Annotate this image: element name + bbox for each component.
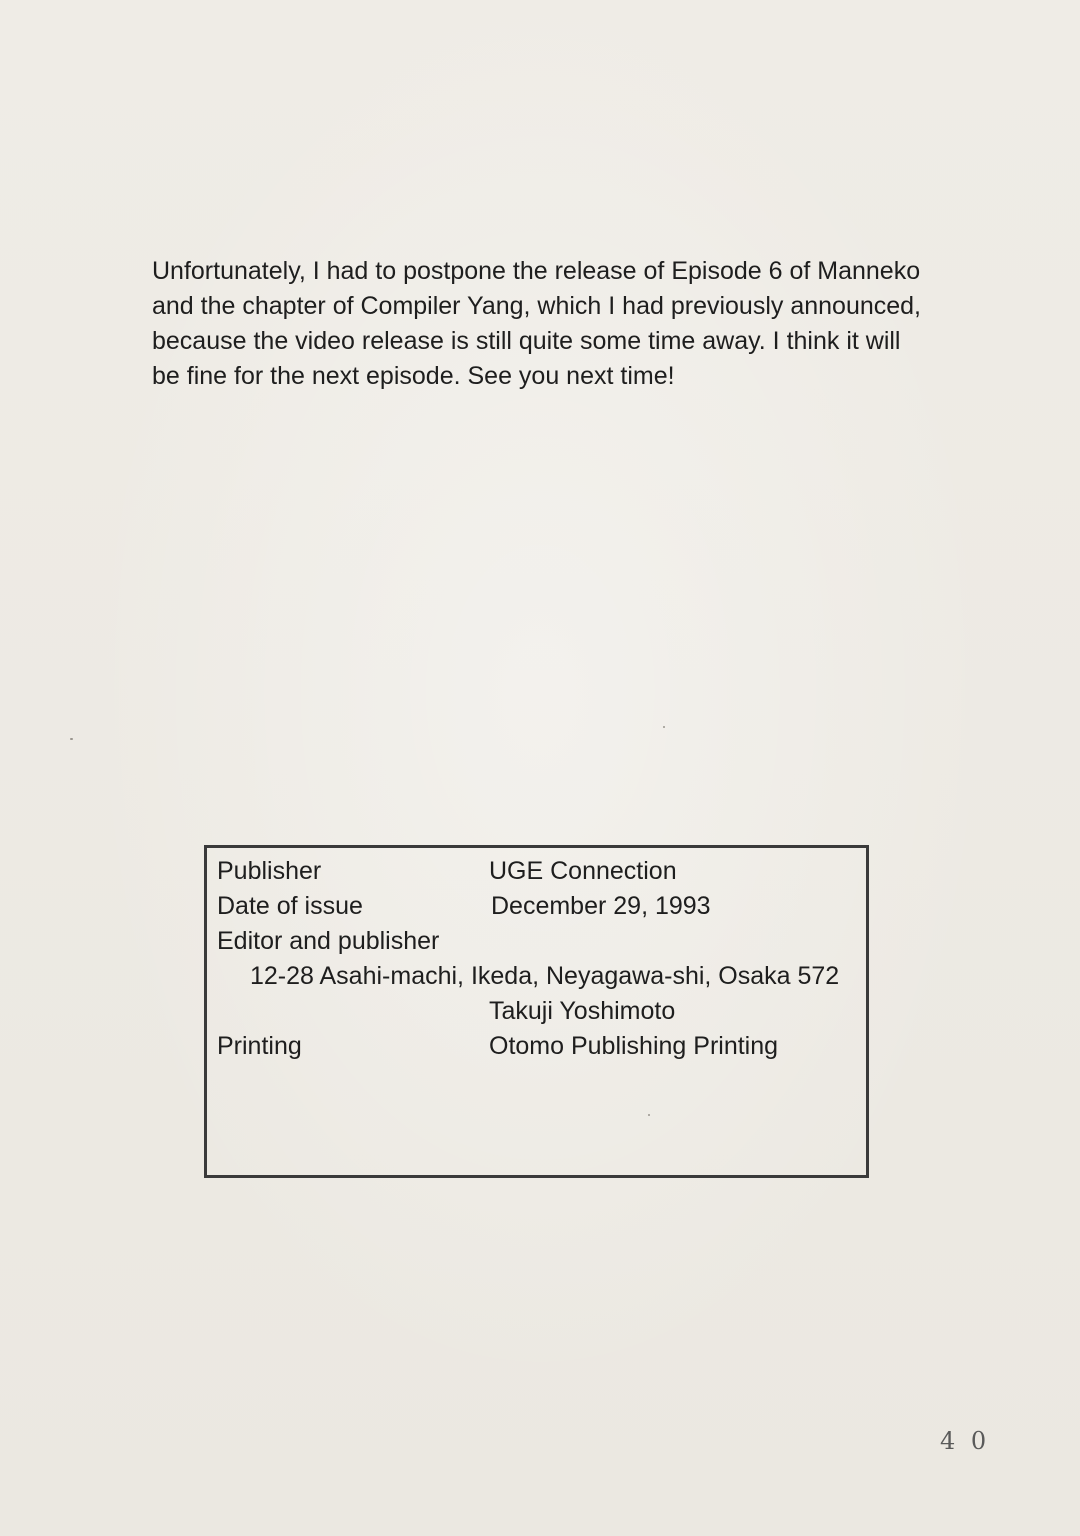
printing-value: Otomo Publishing Printing xyxy=(489,1032,779,1060)
printing-label: Printing xyxy=(217,1032,302,1060)
colophon-box xyxy=(204,845,869,1178)
editor-name: Takuji Yoshimoto xyxy=(489,997,676,1025)
notice-line: be fine for the next episode. See you next time! xyxy=(152,362,675,390)
notice-paragraph xyxy=(152,254,982,394)
publisher-value: UGE Connection xyxy=(489,857,677,885)
paper-speck xyxy=(70,738,73,740)
paper-speck xyxy=(648,1114,650,1116)
page-number: 4 0 xyxy=(940,1427,991,1455)
notice-line: Unfortunately, I had to postpone the release of Episode 6 of Manneko xyxy=(152,257,921,285)
date-value: December 29, 1993 xyxy=(491,892,711,920)
date-label: Date of issue xyxy=(217,892,363,920)
editor-label: Editor and publisher xyxy=(217,927,440,955)
publisher-label: Publisher xyxy=(217,857,322,885)
notice-line: and the chapter of Compiler Yang, which I had previously announced, xyxy=(152,292,922,320)
paper-speck xyxy=(663,726,665,728)
notice-line: because the video release is still quite some time away. I think it will xyxy=(152,327,901,355)
editor-address: 12-28 Asahi-machi, Ikeda, Neyagawa-shi, Osaka 572 xyxy=(250,962,840,990)
